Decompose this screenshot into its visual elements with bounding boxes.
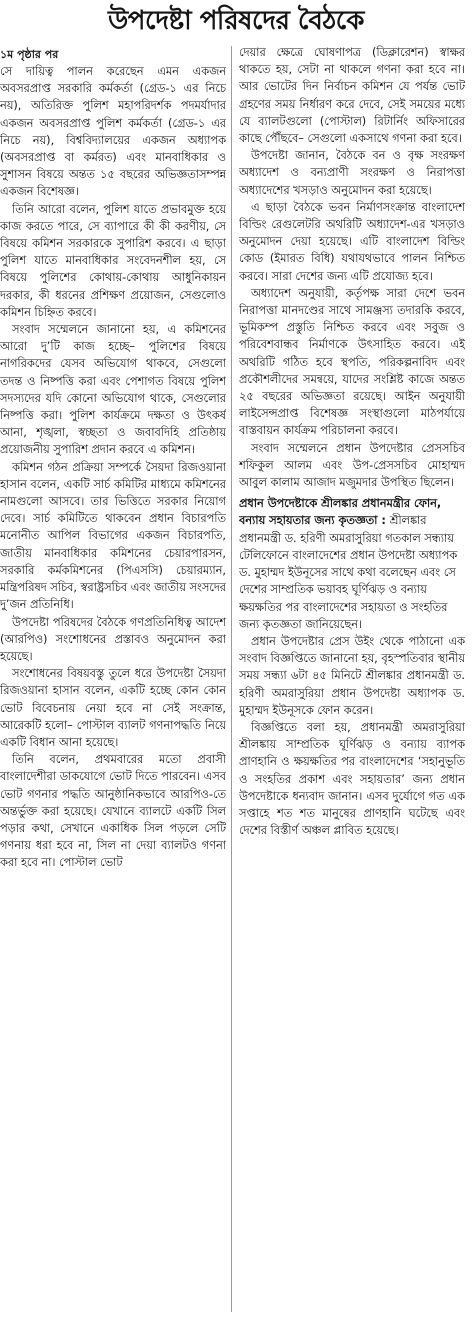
subheading-body: শ্রীলঙ্কার প্রধানমন্ত্রী ড. হরিণী অমরাসুরিয়া গতকাল সন্ধ্যায় টেলিফোনে বাংলাদেশের প্রধান উপদেষ্টা অধ্যাপক ড. মুহাম্মদ ইউনূসের সাথে কথা বলেছেন এবং সে দেশের সাম্প্রতিক ভয়াবহ ঘূর্ণিঝড় ও বন্যায় ক্ষয়ক্ষতির পর বাংলাদেশের সহায়তা ও সংহতির জন্য কৃতজ্ঞতা জানিয়েছেন।: [239, 514, 458, 631]
article-paragraph: সে দায়িত্ব পালন করেছেন এমন একজন অবসরপ্রাপ্ত সরকারি কর্মকর্তা (গ্রেড-১ এর নিচে নয়), অতিরিক্ত পুলিশ মহাপরিদর্শক পদমর্যাদার একজন অবসরপ্রাপ্ত পুলিশ কর্মকর্তা (গ্রেড-১ এর নিচে নয়), বিশ্ববিদ্যালয়ের একজন অধ্যাপক (অবসরপ্রাপ্ত বা কর্মরত) এবং মানবাধিকার ও সুশাসন বিষয়ে অন্তত ১৫ বছরের অভিজ্ঞতাসম্পন্ন একজন বিশেষজ্ঞ।: [0, 65, 226, 199]
article-paragraph: সংবাদ সম্মেলনে জানানো হয়, এ কমিশনের আরো দু’টি কাজ হচ্ছে– পুলিশের বিষয়ে নাগরিকদের যেসব অভিযোগ থাকবে, সেগুলো তদন্ত ও নিষ্পত্তি করা এবং পেশাগত বিষয়ে পুলিশ সদস্যদের যদি কোনো অভিযোগ থাকে, সেগুলোর নিষ্পত্তি করা। পুলিশ কার্যক্রমে দক্ষতা ও উৎকর্ষ আনা, শৃঙ্খলা, স্বচ্ছতা ও জবাবদিহি প্রতিষ্ঠায় প্রয়োজনীয় সুপারিশ প্রদান করবে এ কমিশন।: [0, 323, 226, 457]
article-paragraph: তিনি বলেন, প্রথমবারের মতো প্রবাসী বাংলাদেশীরা ডাকযোগে ভোট দিতে পারবেন। এসব ভোট গণনার পদ্ধতি আনুষ্ঠানিকভাবে আরপিও-তে অন্তর্ভুক্ত করা হয়েছে। যেখানে ব্যালটে একটি সিল পড়ার কথা, সেখানে একাধিক সিল পড়লে সেটি গণনায় ধরা হবে না, সিল না দেয়া ব্যালটও গণনা করা হবে না। পোস্টাল ভোট: [0, 753, 226, 870]
article-paragraph: বিজ্ঞপ্তিতে বলা হয়, প্রধানমন্ত্রী অমরাসুরিয়া শ্রীলঙ্কায় সাম্প্রতিক ঘূর্ণিঝড় ও বন্যায় ব্যাপক প্রাণহানি ও ক্ষয়ক্ষতির পর বাংলাদেশের ‘সহানুভূতি ও সংহতির প্রকাশ এবং সহায়তার’ জন্য প্রধান উপদেষ্টাকে ধন্যবাদ জানান। এসব দুর্যোগে গত এক সপ্তাহে শত শত মানুষের প্রাণহানি ঘটেছে এবং দেশের বিস্তীর্ণ অঞ্চল প্লাবিত হয়েছে।: [239, 720, 465, 838]
article-paragraph: উপদেষ্টা জানান, বৈঠকে বন ও বৃক্ষ সংরক্ষণ অধ্যাদেশ ও বন্যপ্রাণী সংরক্ষণ ও নিরাপত্তা অধ্যাদেশের খসড়াও অনুমোদন করা হয়েছে।: [239, 149, 465, 197]
headline: উপদেষ্টা পরিষদের বৈঠকে: [108, 6, 364, 36]
article-paragraph: অধ্যাদেশ অনুযায়ী, কর্তৃপক্ষ সারা দেশে ভবন নিরাপত্তা মানদণ্ডের সাথে সামঞ্জস্য তদারকি করবে, ভূমিকম্প প্রস্তুতি নিশ্চিত করবে এবং সবুজ ও পরিবেশবান্ধব নির্মাণকে উৎসাহিত করবে। এই অথরিটি গঠিত হবে স্থপতি, পরিকল্পনাবিদ এবং প্রকৌশলীদের সমন্বয়ে, যাদের সংশ্লিষ্ট কাজে অন্তত ২৫ বছরের অভিজ্ঞতা রয়েছে। আইন অনুযায়ী লাইসেন্সপ্রাপ্ত বিশেষজ্ঞ সংস্থাগুলো মাঠপর্যায়ে বাস্তবায়ন কার্যক্রম পরিচালনা করবে।: [239, 286, 465, 438]
article-paragraph: এ ছাড়া বৈঠকে ভবন নির্মাণসংক্রান্ত বাংলাদেশ বিল্ডিং রেগুলেটরি অথরিটি অধ্যাদেশ-এর খসড়াও অনুমোদন দেয়া হয়েছে। এটি বাংলাদেশ বিল্ডিং কোড (ইমারত বিধি) যথাযথভাবে পালন নিশ্চিত করবে। সারা দেশের জন্য এটি প্রযোজ্য হবে।: [239, 200, 465, 283]
article-paragraph: তিনি আরো বলেন, পুলিশ যাতে প্রভাবমুক্ত হয়ে কাজ করতে পারে, সে ব্যাপারে কী কী করণীয়, সে বিষয়ে কমিশন সরকারকে সুপারিশ করবে। এ ছাড়া পুলিশ যাতে মানবাধিকার সংবেদনশীল হয়, সে বিষয়ে পুলিশের কোথায়-কোথায় আধুনিকায়ন দরকার, কী ধরনের প্রশিক্ষণ প্রয়োজন, সেগুলোও কমিশন চিহ্নিত করবে।: [0, 202, 226, 319]
article-paragraph: উপদেষ্টা পরিষদের বৈঠকে গণপ্রতিনিধিত্ব আদেশ (আরপিও) সংশোধনের প্রস্তাবও অনুমোদন করা হয়েছে।: [0, 615, 226, 663]
continuation-marker: ১ম পৃষ্ঠার পর: [0, 48, 59, 61]
left-column: [0, 44, 226, 1314]
article-paragraph: সংবাদ সম্মেলনে প্রধান উপদেষ্টার প্রেসসচিব শফিকুল আলম এবং উপ-প্রেসসচিব মোহাম্মদ আবুল কালাম আজাদ মজুমদার উপস্থিত ছিলেন।: [239, 441, 465, 490]
article-paragraph: দেয়ার ক্ষেত্রে ঘোষণাপত্র (ডিক্লারেশন) স্বাক্ষর থাকতে হয়, সেটা না থাকলে গণনা করা হবে না। আর ভোটের দিন নির্বাচন কমিশন যে পর্যন্ত ভোট গ্রহণের সময় নির্ধারণ করে দেবে, সেই সময়ের মধ্যে যে ব্যালটগুলো (পোস্টাল) রিটার্নিং অফিসারের কাছে পৌঁছবে– সেগুলো একসাথে গণনা করা হবে।: [239, 46, 465, 146]
article-paragraph: প্রধান উপদেষ্টার প্রেস উইং থেকে পাঠানো এক সংবাদ বিজ্ঞপ্তিতে জানানো হয়, বৃহস্পতিবার স্থানীয় সময় সন্ধ্যা ৬টা ৪৫ মিনিটে শ্রীলঙ্কার প্রধানমন্ত্রী ড. হরিণী অমরাসুরিয়া প্রধান উপদেষ্টা অধ্যাপক ড. মুহাম্মদ ইউনূসকে ফোন করেন।: [239, 634, 465, 717]
subheading: প্রধান উপদেষ্টাকে শ্রীলঙ্কার প্রধানমন্ত্রীর ফোন, বন্যায় সহায়তার জন্য কৃতজ্ঞতা :: [239, 497, 442, 528]
article-paragraph: কমিশন গঠন প্রক্রিয়া সম্পর্কে সৈয়দা রিজওয়ানা হাসান বলেন, একটি সার্চ কমিটির মাধ্যমে কমিশনের নামগুলো আসবে। তার ভিত্তিতে সরকার নিয়োগ দেবে। সার্চ কমিটিতে থাকবেন প্রধান বিচারপতি মনোনীত আপিল বিভাগের একজন বিচারপতি, জাতীয় মানবাধিকার কমিশনের চেয়ারপারসন, সরকারি কর্মকমিশনের (পিএসসি) চেয়ারম্যান, মন্ত্রিপরিষদ সচিব, স্বরাষ্ট্রসচিব এবং জাতীয় সংসদের দু’জন প্রতিনিধি।: [0, 460, 226, 612]
article-paragraph: সংশোধনের বিষয়বস্তু তুলে ধরে উপদেষ্টা সৈয়দা রিজওয়ানা হাসান বলেন, একটি হচ্ছে কোন কোন ভোট বিবেচনায় নেয়া হবে না সেই সংক্রান্ত, আরেকটি হলো– পোস্টাল ব্যালট গণনাপদ্ধতি নিয়ে একটি বিধান আনা হয়েছে।: [0, 667, 226, 749]
column-divider: [231, 46, 232, 1312]
right-column: [239, 44, 465, 1314]
subheading-paragraph: [239, 495, 465, 633]
